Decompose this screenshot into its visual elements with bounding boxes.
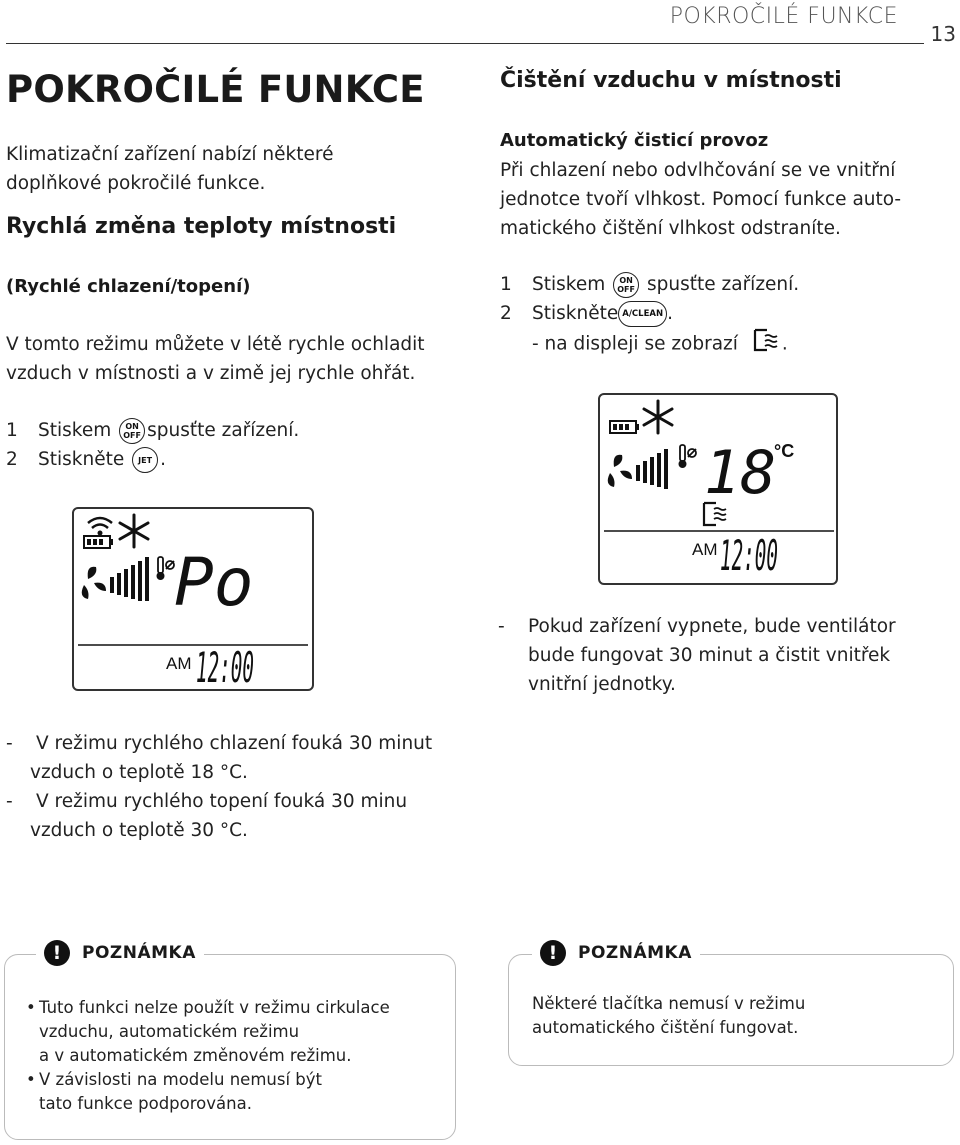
note-header-left [36,940,204,966]
snowflake-icon [644,401,672,433]
wifi-icon [88,518,112,536]
step-text: Stiskněte [532,303,619,324]
step-number: 2 [6,449,18,470]
thermometer-icon [157,557,175,580]
step-number: 1 [500,274,512,295]
lcd-display-jet [72,507,314,691]
note-content-left [26,996,390,1116]
auto-clean-icon [752,328,778,361]
thermometer-icon [679,445,697,468]
rapid-paragraph [6,330,425,388]
step-text: Stiskem [38,420,112,441]
snowflake-icon [120,515,148,547]
fan-icon [608,455,632,487]
lcd-am: AM [692,540,718,559]
step-text: Stiskem [532,274,606,295]
bullet-item: - Pokud zařízení vypnete, bude ventilátor bude fungovat 30 minut a čistit vnitřek vnitřní jednotky. [498,616,896,695]
note-content-right: Některé tlačítka nemusí v režimu automatického čištění fungovat. [532,994,806,1037]
battery-icon [610,421,639,433]
note-title: POZNÁMKA [578,943,692,963]
note-title: POZNÁMKA [82,943,196,963]
clean-bullet [498,612,896,699]
body-line: vzduch v místnosti a v zimě jej rychle ohřát. [6,363,416,384]
exclamation-icon: ! [540,940,566,966]
step-1-left [6,416,299,445]
bullet-item: - V režimu rychlého topení fouká 30 minu vzduch o teplotě 30 °C. [6,791,408,841]
note-bullet: • Tuto funkci nelze použít v režimu cirkulace vzduchu, automatickém režimu a v automatickém změnovém režimu. [26,998,390,1065]
step-text: . [667,303,673,324]
rapid-bullets [6,729,432,845]
step-text: spusťte zařízení. [647,274,800,295]
section-title-clean: Čištění vzduchu v místnosti [500,68,842,93]
on-off-button-icon: ON OFF [119,418,145,444]
intro-line: Klimatizační zařízení nabízí některé [6,144,334,165]
lcd-time: 12:00 [720,531,778,580]
clean-paragraph [500,156,901,243]
note-header-right [532,940,700,966]
step-text: spusťte zařízení. [147,420,300,441]
intro-paragraph [6,140,333,198]
body-line: jednotce tvoří vlhkost. Pomocí funkce auto- [500,189,902,210]
battery-icon [84,536,113,548]
step-text: Stiskněte [38,449,125,470]
step-2-sub: - na displeji se zobrazí . [532,328,788,361]
step-number: 2 [500,303,512,324]
page-number: 13 [930,22,956,46]
on-off-button-icon: ON OFF [613,272,639,298]
body-line: matického čištění vlhkost odstraníte. [500,218,841,239]
step-number: 1 [6,420,18,441]
step-1-right [500,270,799,299]
header-rule [6,43,924,44]
intro-line: doplňkové pokročilé funkce. [6,173,266,194]
aclean-button-icon: A/CLEAN [618,301,667,327]
lcd-display-clean [598,393,838,585]
step-2-right [500,299,673,328]
lcd-am: AM [166,654,192,673]
lcd-time: 12:00 [196,643,254,689]
page-title: POKROČILÉ FUNKCE [6,68,425,111]
lcd-temperature: 18 [704,438,777,508]
fan-icon [82,567,106,599]
step-2-left [6,445,166,474]
subtitle-rapid: (Rychlé chlazení/topení) [6,276,251,297]
running-header: POKROČILÉ FUNKCE [669,4,898,29]
lcd-mode-text: Po [174,544,254,621]
step-text: . [160,449,167,470]
fan-speed-bars [636,449,668,489]
lcd-unit: °C [774,441,795,461]
jet-button-icon: JET [132,447,158,473]
subtitle-clean: Automatický čisticí provoz [500,130,769,151]
fan-speed-bars [110,557,149,601]
bullet-item: - V režimu rychlého chlazení fouká 30 minut vzduch o teplotě 18 °C. [6,733,433,783]
exclamation-icon: ! [44,940,70,966]
section-title-rapid: Rychlá změna teploty místnosti [6,214,397,239]
body-line: Při chlazení nebo odvlhčování se ve vnitřní [500,160,896,181]
body-line: V tomto režimu můžete v létě rychle ochladit [6,334,425,355]
note-bullet: • V závislosti na modelu nemusí být tato funkce podporována. [26,1070,322,1113]
